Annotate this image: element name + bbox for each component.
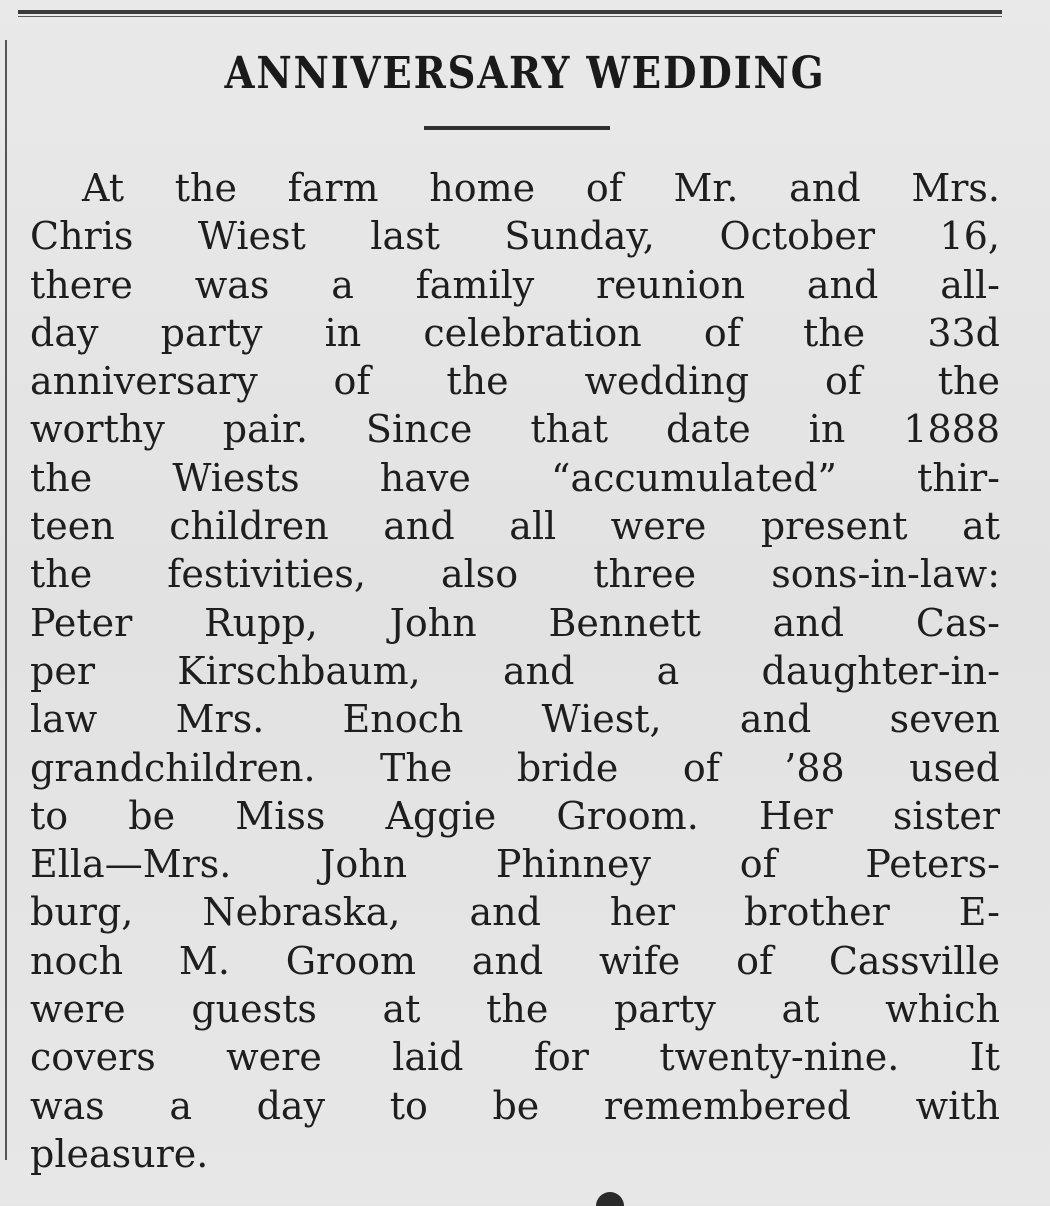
- body-line: the Wiests have “accumulated” thir-: [30, 455, 1000, 500]
- headline-divider: [424, 126, 610, 130]
- body-line: anniversary of the wedding of the: [30, 359, 1000, 404]
- body-line: were guests at the party at which: [30, 987, 1000, 1032]
- body-line: there was a family reunion and all-: [30, 262, 1000, 307]
- body-line: to be Miss Aggie Groom. Her sister: [30, 793, 1000, 838]
- body-line: day party in celebration of the 33d: [30, 310, 1000, 355]
- body-line: teen children and all were present at: [30, 504, 1000, 549]
- body-line: pleasure.: [30, 1131, 209, 1176]
- body-line: noch M. Groom and wife of Cassville: [30, 938, 1000, 983]
- body-line: per Kirschbaum, and a daughter-in-: [30, 648, 1000, 693]
- body-line: worthy pair. Since that date in 1888: [30, 407, 1000, 452]
- body-line: law Mrs. Enoch Wiest, and seven: [30, 697, 1000, 742]
- body-line: Chris Wiest last Sunday, October 16,: [30, 214, 1000, 259]
- article-headline: ANNIVERSARY WEDDING: [224, 48, 826, 99]
- body-line: Peter Rupp, John Bennett and Cas-: [30, 600, 1000, 645]
- body-line: was a day to be remembered with: [30, 1083, 1000, 1128]
- left-column-rule: [5, 40, 7, 1160]
- body-line: covers were laid for twenty-nine. It: [30, 1035, 1000, 1080]
- top-column-rule-thin: [18, 16, 1002, 17]
- top-column-rule: [18, 10, 1002, 14]
- article-body: [30, 164, 1000, 1178]
- body-line: the festivities, also three sons-in-law:: [30, 552, 1000, 597]
- body-line: Ella—Mrs. John Phinney of Peters-: [30, 842, 1000, 887]
- body-line: grandchildren. The bride of ’88 used: [30, 745, 1000, 790]
- body-line: burg, Nebraska, and her brother E-: [30, 890, 1000, 935]
- body-line: At the farm home of Mr. and Mrs.: [82, 166, 1000, 210]
